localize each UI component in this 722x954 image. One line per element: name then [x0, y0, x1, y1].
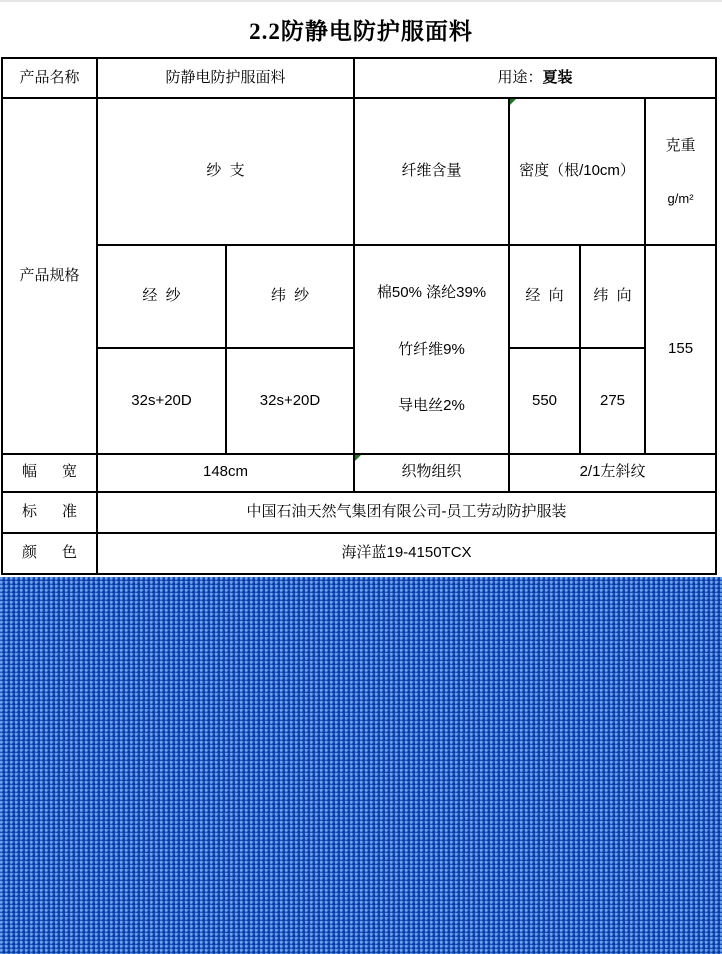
table-row	[2, 58, 716, 98]
usage-label: 用途：	[497, 68, 543, 86]
fiber-line-1: 棉50% 涤纶39%	[376, 284, 487, 302]
weight-unit: g/m²	[667, 191, 694, 206]
fabric-spec-table	[1, 57, 717, 575]
table-row	[2, 454, 716, 492]
fiber-content-value	[354, 245, 509, 454]
page-title: 2.2防静电防护服面料	[249, 19, 473, 44]
density-header: 密度（根/10cm）	[509, 98, 645, 245]
usage-cell	[354, 58, 716, 98]
warp-density-value: 550	[509, 348, 580, 454]
fiber-line-2: 竹纤维9%	[398, 340, 465, 358]
standard-value: 中国石油天然气集团有限公司-员工劳动防护服装	[97, 492, 716, 533]
table-row	[2, 98, 716, 245]
warp-density-header: 经 向	[509, 245, 580, 348]
warp-yarn-value: 32s+20D	[97, 348, 226, 454]
width-value: 148cm	[97, 454, 354, 492]
fiber-content-header: 纤维含量	[354, 98, 509, 245]
excel-error-triangle-icon	[510, 99, 516, 105]
weight-value: 155	[645, 245, 716, 454]
table-row	[2, 492, 716, 533]
excel-error-triangle-icon	[355, 455, 361, 461]
usage-value: 夏装	[542, 68, 573, 86]
table-row	[2, 533, 716, 574]
weight-header-text: 克重	[665, 136, 696, 154]
spec-label: 产品规格	[2, 98, 97, 454]
weft-yarn-value: 32s+20D	[226, 348, 354, 454]
product-name-value: 防静电防护服面料	[97, 58, 354, 98]
weave-label: 织物组织	[354, 454, 509, 492]
weft-density-value: 275	[580, 348, 645, 454]
warp-yarn-header: 经 纱	[97, 245, 226, 348]
title-bar	[0, 2, 722, 57]
color-label: 颜 色	[2, 533, 97, 574]
width-label: 幅 宽	[2, 454, 97, 492]
weight-header	[645, 98, 716, 245]
weft-density-header: 纬 向	[580, 245, 645, 348]
color-value: 海洋蓝19-4150TCX	[97, 533, 716, 574]
weave-value: 2/1左斜纹	[509, 454, 716, 492]
yarn-count-header: 纱 支	[97, 98, 354, 245]
fabric-photo	[0, 577, 722, 954]
standard-label: 标 准	[2, 492, 97, 533]
weft-yarn-header: 纬 纱	[226, 245, 354, 348]
table-row	[2, 245, 716, 348]
fiber-line-3: 导电丝2%	[398, 397, 465, 415]
product-name-label: 产品名称	[2, 58, 97, 98]
